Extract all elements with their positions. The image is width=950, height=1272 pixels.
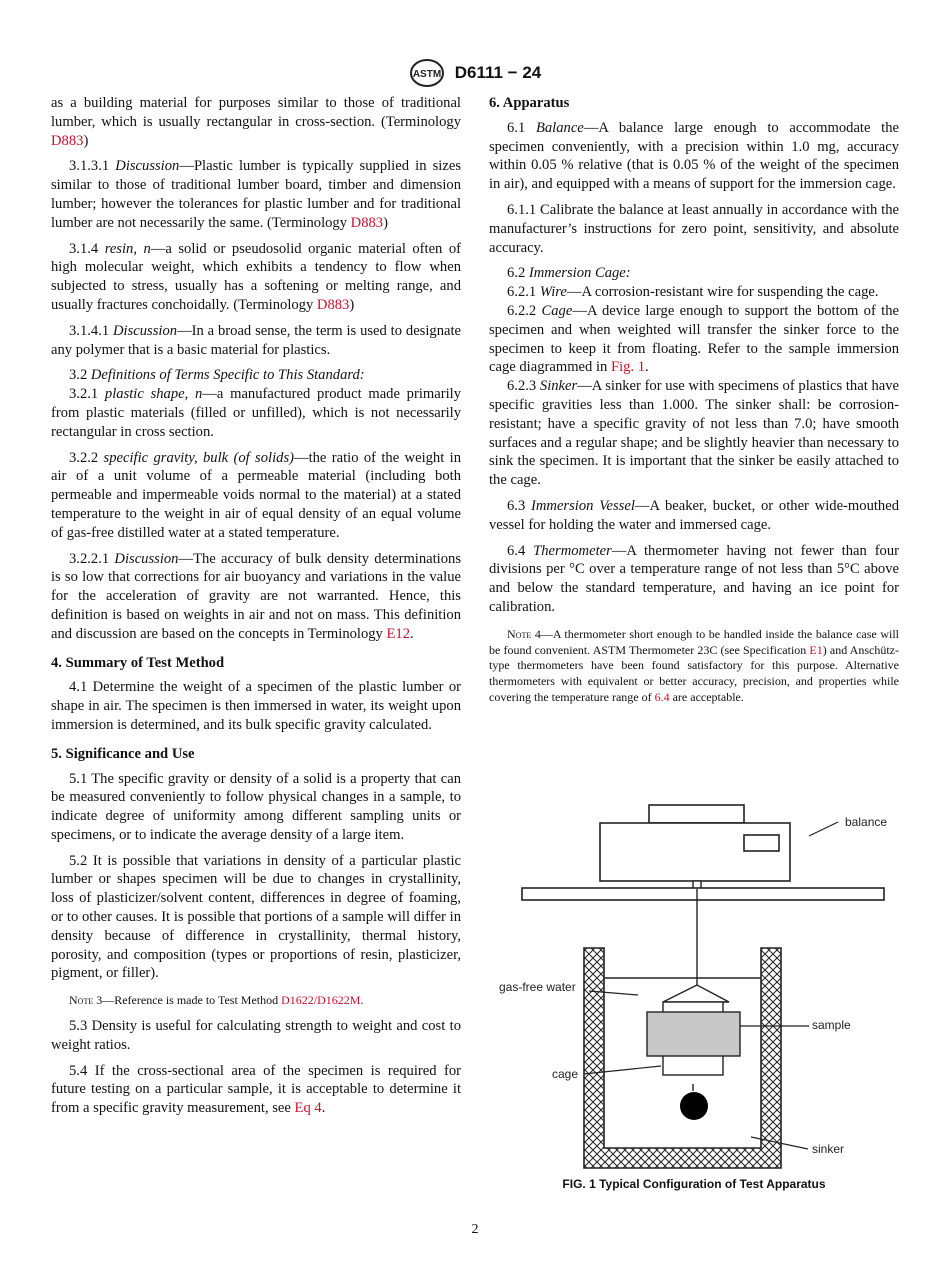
paragraph-6-1-1: 6.1.1 Calibrate the balance at least annually in accordance with the manufacturer’s instructions for zero point, sensitivity, and absolute accuracy. <box>489 201 899 256</box>
balance-display <box>744 835 779 851</box>
balance-body <box>600 823 790 881</box>
figure-caption: FIG. 1 Typical Configuration of Test Apparatus <box>562 1177 826 1191</box>
paragraph-3-2: 3.2 Definitions of Terms Specific to This Standard: <box>69 367 365 384</box>
paragraph-6-2-3: 6.2.3 Sinker—A sinker for use with specimens of plastics that have specific gravities less than 1.000. The sinker shall: be corrosion-resistant; have a specific gravity of not less than 7.0; have smooth surfaces and a regular shape; and be slightly heavier than necessary to sink the specimen. It is important that the sinker be easily attached to the cage. <box>489 378 899 489</box>
left-column <box>51 94 461 1125</box>
section-heading-6: 6. Apparatus <box>489 95 570 111</box>
page-header <box>0 58 950 88</box>
ref-e12-link[interactable]: E12 <box>386 625 411 642</box>
label-gas-free-water: gas-free water <box>499 980 576 994</box>
ref-eq4-link[interactable]: Eq 4 <box>294 1100 322 1117</box>
svg-text:ASTM: ASTM <box>412 69 441 80</box>
paragraph-3-2-2-1: 3.2.2.1 Discussion—The accuracy of bulk density determinations is so low that corrections for air buoyancy and variations in the value for the acceleration of gravity are not warranted. Hence, this definition is based on weights in air and not on mass. This definition and discussion are based on the concepts in Terminology E12. <box>51 550 462 642</box>
paragraph-3-1-4: 3.1.4 resin, n—a solid or pseudosolid organic material often of high molecular weight, which exhibits a tendency to flow when subjected to stress, usually has a softening or melting range, and usually fractures conchoidally. (Terminology D883) <box>51 240 461 313</box>
label-balance: balance <box>845 815 888 829</box>
ref-d1622-link[interactable]: D1622/D1622M <box>281 993 361 1008</box>
paragraph-3-1-3-1: 3.1.3.1 Discussion—Plastic lumber is typically supplied in sizes similar to those of traditional lumber board, timber and dimension lumber; however the tolerances for plastic lumber and for traditional lumber are not necessarily the same. (Terminology D883) <box>51 158 461 231</box>
page-number: 2 <box>471 1222 479 1237</box>
ref-fig1-link[interactable]: Fig. 1 <box>610 359 646 376</box>
sample-block <box>647 1012 740 1056</box>
note-3: Note 3—Reference is made to Test Method D1622/D1622M. <box>69 993 364 1008</box>
paragraph-6-2-2: 6.2.2 Cage—A device large enough to support the bottom of the specimen and when weighted will transfer the sinker force to the specimen to keep it from floating. Refer to the sample immersion cage diagrammed in Fig. 1. <box>489 302 899 376</box>
paragraph-5-4: 5.4 If the cross-sectional area of the specimen is required for future testing on a particular sample, it is acceptable to determine it from a specific gravity measurement, see Eq 4. <box>51 1062 461 1117</box>
paragraph-4-1: 4.1 Determine the weight of a specimen of the plastic lumber or shape in air. The specimen is then immersed in water, its weight upon immersion is determined, and its bulk specific gravity calculated. <box>51 679 461 733</box>
ref-d883-link[interactable]: D883 <box>51 132 84 149</box>
section-heading-4: 4. Summary of Test Method <box>51 654 225 671</box>
paragraph-3-1-4-1: 3.1.4.1 Discussion—In a broad sense, the term is used to designate any polymer that is a basic material for plastics. <box>51 322 462 358</box>
paragraph-6-1: 6.1 Balance—A balance large enough to accommodate the specimen conveniently, with a precision within 1.0 mg, accuracy within 0.05 % relative (that is 0.05 % of the weight of the specimen in air), and equipped with a means of support for the immersion cage. <box>489 119 899 193</box>
cage-hanger <box>663 985 729 1002</box>
paragraph-6-2-1: 6.2.1 Wire—A corrosion-resistant wire for suspending the cage. <box>507 284 879 301</box>
paragraph-6-2: 6.2 Immersion Cage: <box>507 265 631 282</box>
ref-d883-link[interactable]: D883 <box>316 296 350 313</box>
label-sinker: sinker <box>812 1142 845 1156</box>
balance-top-block <box>649 805 744 823</box>
paragraph-6-3: 6.3 Immersion Vessel—A beaker, bucket, or other wide-mouthed vessel for holding the water and immersed cage. <box>489 497 899 533</box>
section-heading-5: 5. Significance and Use <box>51 745 195 762</box>
apparatus-figure <box>489 798 899 1170</box>
platform <box>522 888 884 900</box>
ref-6-4-link[interactable]: 6.4 <box>654 689 670 704</box>
sinker-ball <box>680 1092 708 1120</box>
astm-logo <box>409 58 445 88</box>
ref-e1-link[interactable]: E1 <box>809 642 823 657</box>
standard-designation: D6111 − 24 <box>454 63 542 82</box>
paragraph-3-2-1: 3.2.1 plastic shape, n—a manufactured product made primarily from plastic materials (filled or unfilled), which is not necessarily rectangular in cross section. <box>51 386 461 440</box>
label-cage: cage <box>552 1067 579 1081</box>
label-sample: sample <box>812 1018 851 1032</box>
note-4: Note 4—A thermometer short enough to be handled inside the balance case will be found convenient. ASTM Thermometer 23C (see Specification E1) and Anschütz-type thermometers have been found satisfactory for this purpose. Alternative thermometers with equivalent or better accuracy, precision, and properties while covering the temperature range of 6.4 are acceptable. <box>489 626 899 704</box>
paragraph-6-4: 6.4 Thermometer—A thermometer having not fewer than four divisions per °C over a temperature range of not less than 5°C above and below the standard temperature, and having an ice point for calibration. <box>489 542 900 615</box>
balance-leader <box>809 822 838 836</box>
ref-d883-link[interactable]: D883 <box>350 214 384 231</box>
right-column <box>489 94 899 714</box>
paragraph-3-1-3-cont: as a building material for purposes similar to those of traditional lumber, which is usually rectangular in cross-section. (Terminology D883) <box>51 95 461 149</box>
paragraph-5-1: 5.1 The specific gravity or density of a solid is a property that can be measured conveniently to follow physical changes in a sample, to indicate degree of uniformity among different sampling units or specimens, or to indicate the average density of a large item. <box>51 770 461 843</box>
paragraph-5-2: 5.2 It is possible that variations in density of a particular plastic lumber or shapes specimen will be due to changes in crystallinity, loss of plasticizer/solvent content, differences in degree of foaming, or to other causes. It is possible that portions of a sample will differ in density because of difference in crystallinity, thermal history, porosity, and composition (types or proportions of resin, plasticizer, pigment, or filler). <box>51 852 461 982</box>
paragraph-5-3: 5.3 Density is useful for calculating strength to weight and cost to weight ratios. <box>51 1018 461 1053</box>
paragraph-3-2-2: 3.2.2 specific gravity, bulk (of solids)—the ratio of the weight in air of a unit volume of a permeable material (including both permeable and impermeable voids normal to the material) at a stated temperature to the weight in air of equal density of an equal volume of gas-free distilled water at a stated temperature. <box>51 449 461 541</box>
